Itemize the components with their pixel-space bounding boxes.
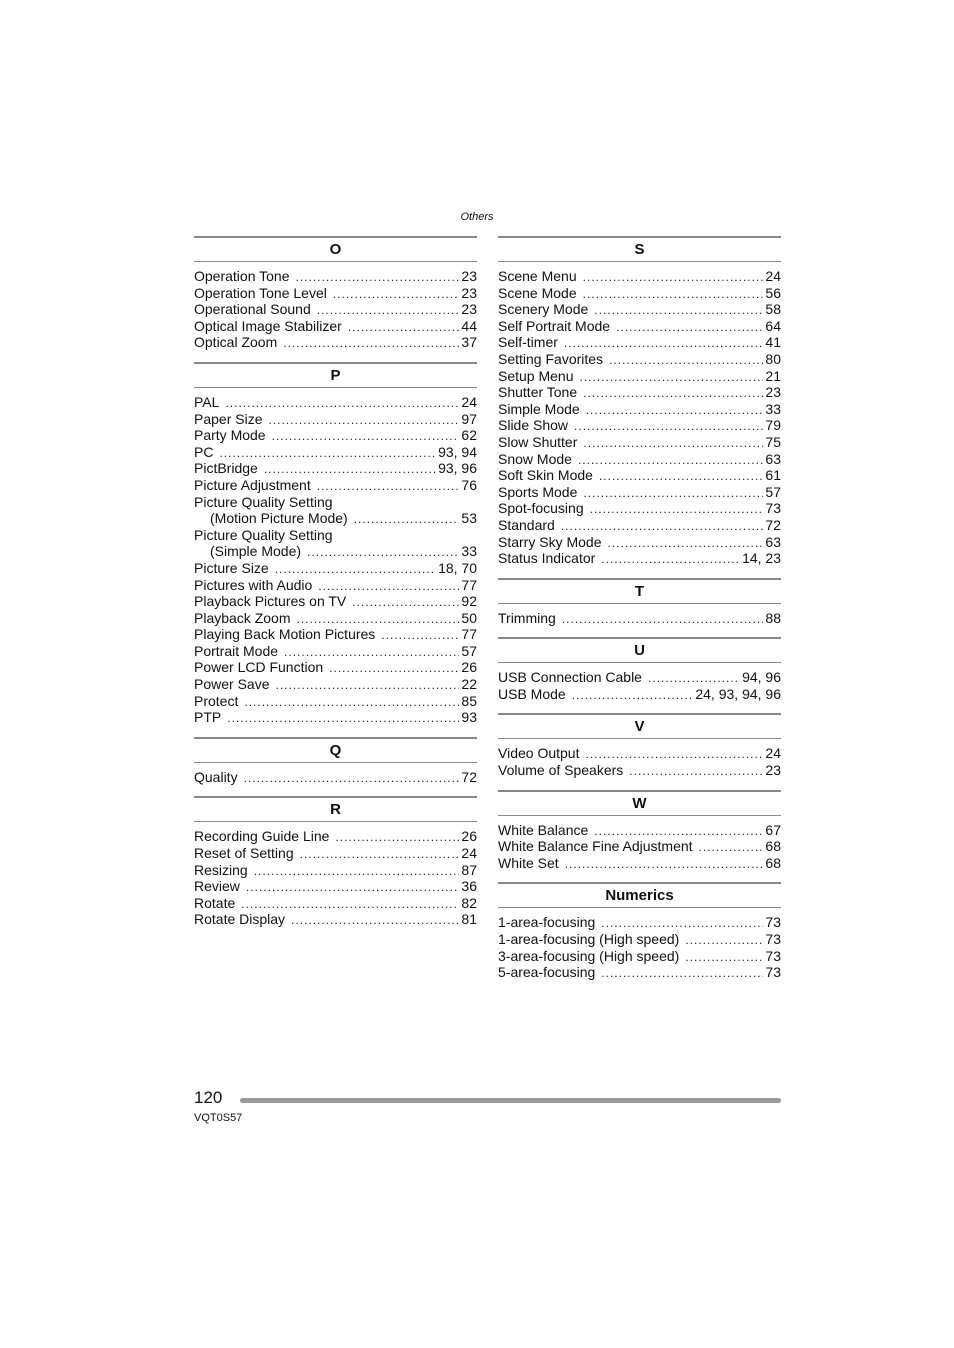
entry-pages: 73	[765, 947, 781, 964]
index-entry	[194, 895, 477, 912]
dot-leader	[586, 402, 764, 419]
entry-term: Recording Guide Line	[194, 828, 330, 845]
entry-pages: 63	[765, 533, 781, 550]
entry-pages: 23	[765, 384, 781, 401]
dot-leader	[352, 594, 459, 611]
entry-pages: 57	[461, 642, 477, 659]
entry-pages: 61	[765, 467, 781, 484]
index-entry	[194, 577, 477, 594]
index-entry	[498, 301, 781, 318]
entry-pages: 73	[765, 914, 781, 931]
index-entry	[498, 610, 781, 627]
dot-leader	[607, 535, 763, 552]
entry-pages: 24, 93, 94, 96	[695, 685, 781, 702]
index-entry	[498, 451, 781, 468]
dot-leader	[601, 551, 740, 568]
dot-leader	[616, 319, 763, 336]
entry-pages: 41	[765, 334, 781, 351]
entry-term: Video Output	[498, 745, 580, 762]
entry-term: Soft Skin Mode	[498, 467, 593, 484]
entry-term: White Balance	[498, 821, 589, 838]
index-column-left	[194, 236, 477, 939]
section-entries	[498, 914, 781, 980]
index-entry	[498, 500, 781, 517]
dot-leader	[583, 385, 763, 402]
entry-term: Setting Favorites	[498, 350, 604, 367]
dot-leader	[275, 561, 436, 578]
entry-term: Power Save	[194, 676, 270, 693]
entry-pages: 62	[461, 427, 477, 444]
entry-pages: 92	[461, 593, 477, 610]
dot-leader	[227, 710, 459, 727]
entry-pages: 85	[461, 692, 477, 709]
entry-term: Scene Mode	[498, 284, 577, 301]
entry-term: Portrait Mode	[194, 642, 279, 659]
index-entry	[498, 762, 781, 779]
entry-term: Party Mode	[194, 427, 266, 444]
index-entry	[194, 460, 477, 477]
entry-term: Playing Back Motion Pictures	[194, 626, 376, 643]
index-entry	[498, 931, 781, 948]
index-entry	[498, 669, 781, 686]
dot-leader	[244, 770, 460, 787]
section-header: W	[498, 790, 781, 816]
entry-term: Sports Mode	[498, 483, 578, 500]
entry-term: Starry Sky Mode	[498, 533, 602, 550]
section-header: S	[498, 236, 781, 262]
section-header: T	[498, 578, 781, 604]
index-entry	[194, 527, 477, 544]
entry-pages: 82	[461, 894, 477, 911]
entry-pages: 24	[461, 845, 477, 862]
entry-term: Scene Menu	[498, 268, 577, 284]
entry-pages: 21	[765, 367, 781, 384]
section-header: V	[498, 713, 781, 739]
entry-pages: 23	[461, 301, 477, 318]
entry-pages: 76	[461, 476, 477, 493]
index-entry	[498, 318, 781, 335]
dot-leader	[283, 335, 459, 352]
index-entry	[194, 494, 477, 511]
entry-pages: 77	[461, 576, 477, 593]
entry-pages: 73	[765, 500, 781, 517]
entry-term: White Balance Fine Adjustment	[498, 838, 693, 855]
index-entry	[194, 285, 477, 302]
section-entries	[498, 822, 781, 872]
entry-pages: 24	[765, 268, 781, 284]
index-entry	[498, 948, 781, 965]
dot-leader	[291, 912, 459, 929]
index-entry	[498, 822, 781, 839]
entry-term: Standard	[498, 516, 555, 533]
entry-term: (Simple Mode)	[210, 543, 302, 560]
dot-leader	[590, 501, 764, 518]
dot-leader	[241, 896, 459, 913]
index-entry	[498, 417, 781, 434]
entry-term: Operational Sound	[194, 301, 311, 318]
index-entry	[194, 643, 477, 660]
dot-leader	[685, 932, 763, 949]
index-entry	[194, 593, 477, 610]
entry-pages: 33	[461, 543, 477, 560]
index-entry	[498, 384, 781, 401]
dot-leader	[574, 418, 763, 435]
dot-leader	[601, 915, 763, 932]
entry-pages: 93, 94	[438, 443, 477, 460]
entry-pages: 26	[461, 659, 477, 676]
index-entry	[498, 268, 781, 285]
entry-term: Pictures with Audio	[194, 576, 313, 593]
index-entry	[194, 659, 477, 676]
entry-pages: 93	[461, 709, 477, 726]
entry-term: Simple Mode	[498, 400, 580, 417]
entry-pages: 68	[765, 854, 781, 871]
index-entry	[194, 693, 477, 710]
entry-term: Picture Quality Setting	[194, 526, 333, 543]
dot-leader	[564, 335, 764, 352]
entry-pages: 75	[765, 433, 781, 450]
dot-leader	[254, 863, 460, 880]
index-entry	[194, 878, 477, 895]
index-entry	[194, 845, 477, 862]
index-entry	[194, 543, 477, 560]
entry-pages: 36	[461, 878, 477, 895]
dot-leader	[246, 879, 460, 896]
section-header: R	[194, 796, 477, 822]
section-header: U	[498, 637, 781, 663]
dot-leader	[599, 468, 763, 485]
dot-leader	[268, 412, 459, 429]
entry-pages: 56	[765, 284, 781, 301]
dot-leader	[348, 319, 460, 336]
entry-pages: 24	[765, 745, 781, 762]
dot-leader	[585, 746, 763, 763]
index-entry	[194, 334, 477, 351]
dot-leader	[300, 846, 460, 863]
entry-term: Picture Quality Setting	[194, 493, 333, 510]
entry-pages: 80	[765, 350, 781, 367]
dot-leader	[594, 823, 763, 840]
index-entry	[194, 444, 477, 461]
index-entry	[498, 914, 781, 931]
index-entry	[498, 964, 781, 981]
index-entry	[194, 411, 477, 428]
dot-leader	[244, 694, 459, 711]
index-entry	[194, 394, 477, 411]
dot-leader	[562, 611, 764, 628]
entry-term: Rotate	[194, 894, 236, 911]
entry-pages: 94, 96	[742, 669, 781, 686]
index-entry	[194, 477, 477, 494]
entry-term: Picture Adjustment	[194, 476, 311, 493]
entry-term: Review	[194, 878, 240, 895]
entry-term: 1-area-focusing	[498, 914, 596, 931]
entry-term: Optical Zoom	[194, 334, 278, 351]
dot-leader	[272, 428, 460, 445]
entry-pages: 58	[765, 301, 781, 318]
entry-pages: 64	[765, 317, 781, 334]
dot-leader	[333, 286, 460, 303]
section-entries	[194, 828, 477, 928]
index-entry	[498, 334, 781, 351]
index-entry	[194, 268, 477, 285]
entry-term: Protect	[194, 692, 239, 709]
entry-term: Setup Menu	[498, 367, 574, 384]
index-entry	[194, 610, 477, 627]
dot-leader	[583, 269, 764, 286]
dot-leader	[275, 677, 459, 694]
index-entry	[194, 318, 477, 335]
entry-term: Reset of Setting	[194, 845, 294, 862]
page-number: 120	[194, 1088, 223, 1107]
entry-term: Playback Pictures on TV	[194, 593, 347, 610]
dot-leader	[699, 839, 764, 856]
index-entry	[194, 626, 477, 643]
footer-rule	[240, 1098, 781, 1103]
entry-pages: 87	[461, 861, 477, 878]
index-entry	[194, 828, 477, 845]
entry-term: Playback Zoom	[194, 609, 291, 626]
dot-leader	[685, 949, 763, 966]
section-entries	[498, 745, 781, 778]
section-entries	[194, 268, 477, 351]
index-entry	[498, 838, 781, 855]
entry-pages: 18, 70	[438, 559, 477, 576]
entry-pages: 23	[765, 762, 781, 779]
entry-pages: 37	[461, 334, 477, 351]
entry-term: White Set	[498, 854, 559, 871]
index-entry	[194, 301, 477, 318]
entry-pages: 23	[461, 268, 477, 284]
entry-pages: 26	[461, 828, 477, 845]
index-entry	[498, 745, 781, 762]
section-header: Q	[194, 737, 477, 763]
dot-leader	[609, 352, 763, 369]
index-entry	[194, 911, 477, 928]
section-entries	[498, 610, 781, 627]
entry-term: Scenery Mode	[498, 301, 589, 318]
dot-leader	[296, 611, 459, 628]
entry-pages: 68	[765, 838, 781, 855]
entry-pages: 33	[765, 400, 781, 417]
entry-pages: 97	[461, 410, 477, 427]
dot-leader	[648, 670, 740, 687]
section-header: P	[194, 362, 477, 388]
index-entry	[498, 401, 781, 418]
entry-pages: 81	[461, 911, 477, 928]
entry-term: Operation Tone Level	[194, 284, 327, 301]
dot-leader	[561, 518, 764, 535]
entry-pages: 57	[765, 483, 781, 500]
index-entry	[194, 769, 477, 786]
entry-term: Snow Mode	[498, 450, 572, 467]
dot-leader	[284, 644, 459, 661]
index-entry	[194, 427, 477, 444]
entry-pages: 79	[765, 417, 781, 434]
entry-term: USB Connection Cable	[498, 669, 642, 686]
index-entry	[194, 862, 477, 879]
dot-leader	[329, 660, 459, 677]
index-entry	[498, 434, 781, 451]
dot-leader	[580, 369, 764, 386]
entry-pages: 93, 96	[438, 460, 477, 477]
entry-term: Picture Size	[194, 559, 269, 576]
index-entry	[498, 517, 781, 534]
index-entry	[194, 510, 477, 527]
section-entries	[194, 394, 477, 726]
section-header: O	[194, 236, 477, 262]
entry-pages: 53	[461, 510, 477, 527]
entry-pages: 73	[765, 964, 781, 981]
entry-pages: 77	[461, 626, 477, 643]
dot-leader	[225, 395, 459, 412]
entry-term: PictBridge	[194, 460, 258, 477]
entry-term: Power LCD Function	[194, 659, 324, 676]
index-entry	[498, 368, 781, 385]
entry-term: Self-timer	[498, 334, 558, 351]
index-entry	[194, 709, 477, 726]
running-head: Others	[460, 211, 494, 223]
entry-pages: 88	[765, 609, 781, 626]
entry-term: PAL	[194, 393, 220, 410]
index-column-right	[498, 236, 781, 992]
dot-leader	[629, 763, 763, 780]
entry-pages: 24	[461, 393, 477, 410]
entry-term: PC	[194, 443, 214, 460]
index-entry	[498, 285, 781, 302]
entry-term: Trimming	[498, 609, 556, 626]
entry-term: Status Indicator	[498, 550, 596, 567]
entry-pages: 50	[461, 609, 477, 626]
dot-leader	[317, 478, 460, 495]
entry-term: Shutter Tone	[498, 384, 578, 401]
entry-term: Optical Image Stabilizer	[194, 317, 342, 334]
entry-term: Slow Shutter	[498, 433, 578, 450]
entry-term: Self Portrait Mode	[498, 317, 611, 334]
entry-pages: 73	[765, 931, 781, 948]
section-entries	[498, 669, 781, 702]
index-entry	[498, 855, 781, 872]
entry-term: USB Mode	[498, 685, 566, 702]
dot-leader	[594, 302, 763, 319]
entry-term: Resizing	[194, 861, 248, 878]
entry-pages: 23	[461, 284, 477, 301]
dot-leader	[583, 485, 763, 502]
entry-pages: 72	[461, 768, 477, 785]
entry-term: 3-area-focusing (High speed)	[498, 947, 680, 964]
entry-term: Operation Tone	[194, 268, 290, 284]
dot-leader	[381, 627, 459, 644]
entry-term: Slide Show	[498, 417, 569, 434]
entry-term: Spot-focusing	[498, 500, 584, 517]
entry-pages: 72	[765, 516, 781, 533]
model-code: VQT0S57	[194, 1112, 243, 1124]
entry-term: Quality	[194, 768, 238, 785]
dot-leader	[578, 452, 763, 469]
entry-term: Volume of Speakers	[498, 762, 624, 779]
dot-leader	[583, 435, 763, 452]
dot-leader	[264, 461, 436, 478]
dot-leader	[295, 269, 459, 286]
dot-leader	[317, 302, 460, 319]
entry-term: Rotate Display	[194, 911, 286, 928]
entry-pages: 14, 23	[742, 550, 781, 567]
dot-leader	[583, 286, 764, 303]
entry-term: Paper Size	[194, 410, 263, 427]
index-entry	[498, 686, 781, 703]
entry-pages: 67	[765, 821, 781, 838]
section-entries	[194, 769, 477, 786]
index-entry	[498, 467, 781, 484]
section-header: Numerics	[498, 882, 781, 908]
dot-leader	[565, 856, 764, 873]
section-entries	[498, 268, 781, 567]
entry-term: (Motion Picture Mode)	[210, 510, 348, 527]
dot-leader	[318, 578, 459, 595]
index-entry	[498, 550, 781, 567]
entry-term: 5-area-focusing	[498, 964, 596, 981]
dot-leader	[601, 965, 763, 982]
index-entry	[498, 484, 781, 501]
entry-pages: 22	[461, 676, 477, 693]
entry-pages: 44	[461, 317, 477, 334]
index-entry	[498, 534, 781, 551]
index-entry	[194, 676, 477, 693]
dot-leader	[219, 445, 436, 462]
dot-leader	[307, 544, 459, 561]
index-entry	[498, 351, 781, 368]
dot-leader	[572, 687, 694, 704]
dot-leader	[335, 829, 459, 846]
entry-term: 1-area-focusing (High speed)	[498, 931, 680, 948]
entry-term: PTP	[194, 709, 222, 726]
dot-leader	[354, 511, 460, 528]
index-entry	[194, 560, 477, 577]
entry-pages: 63	[765, 450, 781, 467]
